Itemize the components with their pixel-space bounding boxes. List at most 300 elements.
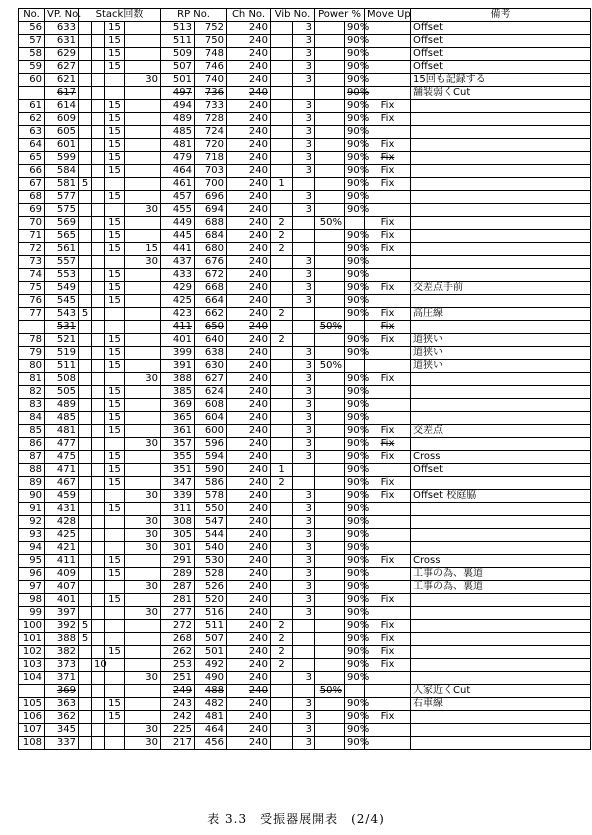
- stack-15: 15: [108, 61, 121, 72]
- vib-3-cell: [293, 230, 315, 243]
- stack-15-cell: [105, 100, 125, 113]
- rp-end: 520: [204, 594, 225, 605]
- power-50-cell: [315, 503, 345, 516]
- power-90: 90%: [347, 100, 370, 111]
- header-move-up: Move Up: [365, 9, 411, 22]
- stack-30-cell: [125, 568, 161, 581]
- power-90-cell: [345, 711, 370, 724]
- power-50-cell: [315, 217, 345, 230]
- rp-start: 425: [172, 295, 192, 306]
- power-90: 90%: [347, 373, 370, 384]
- remarks-cell: [411, 464, 591, 477]
- vp-no: 549: [56, 282, 76, 293]
- power-90: 90%: [347, 698, 370, 709]
- row-no-cell: [19, 256, 45, 269]
- vib-3: 3: [305, 113, 313, 124]
- stack-30-cell: [125, 399, 161, 412]
- stack-10-cell: [92, 581, 105, 594]
- power-90-cell: [345, 724, 370, 737]
- stack-15-cell: [105, 724, 125, 737]
- row-no-cell: [19, 542, 45, 555]
- power-90: 90%: [347, 477, 370, 488]
- table-row: [19, 425, 591, 438]
- stack-5-cell: [79, 152, 92, 165]
- table-row: [19, 74, 591, 87]
- rp-start: 305: [172, 529, 192, 540]
- vib-3: 3: [305, 490, 313, 501]
- power-50-cell: [315, 139, 345, 152]
- vib-3: 3: [305, 191, 313, 202]
- ch-no-cell: [227, 48, 271, 61]
- rp-end-cell: [195, 347, 227, 360]
- row-no-cell: [19, 425, 45, 438]
- stack-5-cell: [79, 659, 92, 672]
- ch-no-cell: [227, 139, 271, 152]
- vp-no: 553: [56, 269, 76, 280]
- vp-no-cell: [45, 555, 79, 568]
- table-row: [19, 620, 591, 633]
- power-90: 90%: [347, 334, 370, 345]
- stack-5-cell: [79, 724, 92, 737]
- rp-end-cell: [195, 737, 227, 750]
- vp-no-cell: [45, 217, 79, 230]
- stack-10-cell: [92, 243, 105, 256]
- row-no-cell: [19, 659, 45, 672]
- ch-no: 240: [248, 373, 269, 384]
- header-stack-count: Stack回数: [79, 9, 161, 22]
- remarks: 交差点: [413, 425, 444, 436]
- rp-start: 485: [172, 126, 192, 137]
- vp-no-cell: [45, 438, 79, 451]
- vp-no-cell: [45, 633, 79, 646]
- power-90: 90%: [347, 269, 370, 280]
- power-50-cell: [315, 113, 345, 126]
- move-up: Fix: [380, 555, 395, 566]
- vib-3-cell: [293, 477, 315, 490]
- stack-15-cell: [105, 529, 125, 542]
- rp-end: 482: [204, 698, 225, 709]
- rp-end-cell: [195, 438, 227, 451]
- vib-3-cell: [293, 685, 315, 698]
- move-up: Fix: [380, 334, 395, 345]
- power-90: 90%: [347, 308, 370, 319]
- rp-start-cell: [161, 555, 195, 568]
- table-row: [19, 204, 591, 217]
- move-up-cell: [365, 503, 411, 516]
- stack-15: 15: [108, 152, 121, 163]
- power-50-cell: [315, 373, 345, 386]
- stack-5-cell: [79, 295, 92, 308]
- vib-1-2-cell: [271, 542, 293, 555]
- power-90: 90%: [347, 516, 370, 527]
- rp-end: 516: [204, 607, 225, 618]
- move-up-cell: [365, 516, 411, 529]
- ch-no-cell: [227, 113, 271, 126]
- stack-15: 15: [108, 48, 121, 59]
- stack-10-cell: [92, 399, 105, 412]
- rp-start: 361: [172, 425, 192, 436]
- remarks-cell: [411, 399, 591, 412]
- remarks-cell: [411, 87, 591, 100]
- stack-10-cell: [92, 230, 105, 243]
- stack-15: 15: [108, 113, 121, 124]
- move-up: Fix: [380, 373, 395, 384]
- remarks-cell: [411, 698, 591, 711]
- ch-no-cell: [227, 685, 271, 698]
- power-50-cell: [315, 334, 345, 347]
- rp-end: 694: [204, 204, 225, 215]
- move-up-cell: [365, 724, 411, 737]
- vp-no: 621: [56, 74, 76, 85]
- power-50-cell: [315, 477, 345, 490]
- vp-no: 631: [56, 35, 76, 46]
- move-up-cell: [365, 204, 411, 217]
- vp-no: 584: [56, 165, 76, 176]
- ch-no-cell: [227, 711, 271, 724]
- rp-end: 600: [204, 425, 225, 436]
- rp-end: 668: [204, 282, 225, 293]
- stack-30: 30: [145, 74, 158, 85]
- stack-10-cell: [92, 555, 105, 568]
- rp-end: 492: [204, 659, 225, 670]
- rp-end-cell: [195, 516, 227, 529]
- rp-end-cell: [195, 425, 227, 438]
- table-row: [19, 178, 591, 191]
- power-50-cell: [315, 347, 345, 360]
- vib-1-2-cell: [271, 113, 293, 126]
- power-50-cell: [315, 308, 345, 321]
- vp-no: 373: [56, 659, 76, 670]
- vib-3: 3: [305, 529, 313, 540]
- vib-1-2-cell: [271, 35, 293, 48]
- vib-3-cell: [293, 425, 315, 438]
- stack-30-cell: [125, 87, 161, 100]
- ch-no: 240: [248, 594, 269, 605]
- vib-3: 3: [305, 139, 313, 150]
- table-row: [19, 399, 591, 412]
- vib-1-2-cell: [271, 139, 293, 152]
- rp-start-cell: [161, 22, 195, 35]
- row-no-cell: [19, 139, 45, 152]
- vp-no-cell: [45, 412, 79, 425]
- ch-no: 240: [248, 74, 269, 85]
- remarks: 工事の為、裏道: [413, 568, 484, 579]
- stack-30: 30: [145, 373, 158, 384]
- row-no-cell: [19, 451, 45, 464]
- rp-start-cell: [161, 607, 195, 620]
- vib-3-cell: [293, 633, 315, 646]
- move-up-cell: [365, 464, 411, 477]
- stack-15: 15: [108, 334, 121, 345]
- stack-10-cell: [92, 334, 105, 347]
- power-50-cell: [315, 451, 345, 464]
- power-50-cell: [315, 646, 345, 659]
- remarks-cell: [411, 48, 591, 61]
- power-90: 90%: [347, 490, 370, 501]
- table-row: [19, 100, 591, 113]
- stack-10-cell: [92, 48, 105, 61]
- stack-30-cell: [125, 438, 161, 451]
- move-up-cell: [365, 477, 411, 490]
- stack-30-cell: [125, 165, 161, 178]
- power-50-cell: [315, 555, 345, 568]
- rp-start-cell: [161, 334, 195, 347]
- stack-30-cell: [125, 685, 161, 698]
- rp-end: 680: [204, 243, 225, 254]
- vib-3: 3: [305, 48, 313, 59]
- row-no: 91: [29, 503, 42, 514]
- power-50-cell: [315, 568, 345, 581]
- header-power: Power %: [315, 9, 365, 22]
- stack-30-cell: [125, 269, 161, 282]
- table-row: [19, 698, 591, 711]
- stack-15-cell: [105, 191, 125, 204]
- stack-15: 15: [108, 243, 121, 254]
- stack-5-cell: [79, 334, 92, 347]
- vib-3-cell: [293, 555, 315, 568]
- vib-3-cell: [293, 256, 315, 269]
- stack-30-cell: [125, 607, 161, 620]
- vib-1-2-cell: [271, 256, 293, 269]
- vib-3-cell: [293, 308, 315, 321]
- remarks-cell: [411, 256, 591, 269]
- ch-no: 240: [248, 607, 269, 618]
- power-90-cell: [345, 295, 370, 308]
- remarks-cell: [411, 269, 591, 282]
- power-90: 90%: [347, 243, 370, 254]
- stack-5-cell: [79, 321, 92, 334]
- stack-5-cell: [79, 737, 92, 750]
- row-no: 87: [29, 451, 42, 462]
- vp-no: 409: [56, 568, 76, 579]
- stack-5-cell: [79, 581, 92, 594]
- rp-start: 437: [172, 256, 192, 267]
- rp-end-cell: [195, 243, 227, 256]
- stack-5-cell: [79, 139, 92, 152]
- vib-3-cell: [293, 126, 315, 139]
- rp-start: 449: [172, 217, 192, 228]
- vp-no-cell: [45, 100, 79, 113]
- vib-3-cell: [293, 503, 315, 516]
- remarks: 工事の為、裏道: [413, 581, 484, 592]
- ch-no-cell: [227, 698, 271, 711]
- stack-30-cell: [125, 113, 161, 126]
- power-90-cell: [345, 282, 370, 295]
- stack-5-cell: [79, 633, 92, 646]
- vib-3-cell: [293, 737, 315, 750]
- rp-start: 509: [172, 48, 192, 59]
- vp-no-cell: [45, 22, 79, 35]
- rp-start-cell: [161, 685, 195, 698]
- rp-start-cell: [161, 477, 195, 490]
- row-no: 58: [29, 48, 42, 59]
- vib-1-2-cell: [271, 477, 293, 490]
- stack-5-cell: [79, 477, 92, 490]
- vp-no-cell: [45, 490, 79, 503]
- power-90: 90%: [347, 464, 370, 475]
- rp-end-cell: [195, 204, 227, 217]
- row-no: 103: [22, 659, 42, 670]
- vp-no-cell: [45, 308, 79, 321]
- stack-15: 15: [108, 711, 121, 722]
- table-caption: 表 3.3 受振器展開表 (2/4): [207, 812, 385, 826]
- vib-1-2: 2: [278, 243, 285, 254]
- ch-no-cell: [227, 35, 271, 48]
- header-rp-no: RP No.: [161, 9, 227, 22]
- power-50-cell: [315, 464, 345, 477]
- remarks: 交差点手前: [413, 282, 464, 293]
- power-50-cell: [315, 178, 345, 191]
- move-up-cell: [365, 230, 411, 243]
- stack-10-cell: [92, 295, 105, 308]
- rp-end-cell: [195, 74, 227, 87]
- vp-no-cell: [45, 152, 79, 165]
- vp-no-cell: [45, 269, 79, 282]
- table-row: [19, 412, 591, 425]
- vib-3-cell: [293, 464, 315, 477]
- stack-10-cell: [92, 737, 105, 750]
- rp-start: 445: [172, 230, 192, 241]
- power-90: 90%: [347, 646, 370, 657]
- stack-30: 30: [145, 737, 158, 748]
- row-no-cell: [19, 74, 45, 87]
- power-90: 90%: [347, 542, 370, 553]
- stack-5: 5: [81, 308, 89, 319]
- remarks: 道狭い: [413, 334, 444, 345]
- stack-15: 15: [108, 386, 121, 397]
- vp-no: 519: [56, 347, 76, 358]
- vib-3: 3: [305, 256, 313, 267]
- stack-15-cell: [105, 464, 125, 477]
- vib-1-2-cell: [271, 438, 293, 451]
- table-row: [19, 269, 591, 282]
- power-90-cell: [345, 659, 370, 672]
- row-no: 83: [29, 399, 42, 410]
- table-row: [19, 724, 591, 737]
- rp-end: 662: [204, 308, 225, 319]
- rp-start-cell: [161, 451, 195, 464]
- stack-5-cell: [79, 373, 92, 386]
- rp-start: 507: [172, 61, 192, 72]
- stack-5: 5: [81, 178, 89, 189]
- table-row: [19, 555, 591, 568]
- remarks-cell: [411, 139, 591, 152]
- rp-end-cell: [195, 698, 227, 711]
- stack-15-cell: [105, 646, 125, 659]
- power-90-cell: [345, 217, 365, 230]
- vib-1-2-cell: [271, 620, 293, 633]
- rp-end-cell: [195, 282, 227, 295]
- stack-30: 30: [145, 204, 158, 215]
- rp-end: 630: [204, 360, 225, 371]
- row-no: 97: [29, 581, 42, 592]
- table-row: [19, 568, 591, 581]
- ch-no: 240: [248, 360, 269, 371]
- stack-15-cell: [105, 256, 125, 269]
- table-row: [19, 672, 591, 685]
- stack-15-cell: [105, 178, 125, 191]
- vp-no-cell: [45, 542, 79, 555]
- rp-end-cell: [195, 620, 227, 633]
- vp-no-cell: [45, 646, 79, 659]
- rp-end: 718: [204, 152, 225, 163]
- stack-10-cell: [92, 22, 105, 35]
- power-90-cell: [345, 620, 370, 633]
- stack-15-cell: [105, 412, 125, 425]
- rp-end-cell: [195, 568, 227, 581]
- vp-no-cell: [45, 295, 79, 308]
- rp-start-cell: [161, 386, 195, 399]
- rp-end-cell: [195, 334, 227, 347]
- rp-start: 355: [172, 451, 192, 462]
- ch-no-cell: [227, 425, 271, 438]
- remarks-cell: [411, 594, 591, 607]
- rp-end-cell: [195, 230, 227, 243]
- rp-start-cell: [161, 373, 195, 386]
- move-up-cell: [365, 425, 411, 438]
- power-50: 50%: [319, 685, 343, 696]
- power-50-cell: [315, 438, 345, 451]
- vp-no: 425: [56, 529, 76, 540]
- power-90-cell: [345, 204, 370, 217]
- stack-15-cell: [105, 360, 125, 373]
- ch-no: 240: [248, 711, 269, 722]
- vib-3-cell: [293, 347, 315, 360]
- move-up: Fix: [380, 633, 395, 644]
- rp-end: 696: [204, 191, 225, 202]
- stack-30-cell: [125, 490, 161, 503]
- table-row: [19, 659, 591, 672]
- vp-no: 337: [56, 737, 76, 748]
- stack-5-cell: [79, 308, 92, 321]
- vib-3-cell: [293, 243, 315, 256]
- power-50-cell: [315, 243, 345, 256]
- vp-no-cell: [45, 698, 79, 711]
- stack-5-cell: [79, 516, 92, 529]
- row-no-cell: [19, 22, 45, 35]
- stack-15-cell: [105, 87, 125, 100]
- rp-start-cell: [161, 152, 195, 165]
- vib-1-2-cell: [271, 425, 293, 438]
- vp-no-cell: [45, 594, 79, 607]
- rp-end-cell: [195, 672, 227, 685]
- rp-start: 272: [172, 620, 192, 631]
- move-up: Fix: [380, 243, 395, 254]
- stack-15-cell: [105, 74, 125, 87]
- power-50-cell: [315, 724, 345, 737]
- vp-no-cell: [45, 659, 79, 672]
- vp-no-cell: [45, 243, 79, 256]
- vib-1-2-cell: [271, 204, 293, 217]
- rp-start: 411: [172, 321, 192, 332]
- power-50-cell: [315, 87, 345, 100]
- power-50-cell: [315, 256, 345, 269]
- power-90-cell: [345, 425, 370, 438]
- stack-30: 15: [145, 243, 158, 254]
- vp-no-cell: [45, 113, 79, 126]
- vib-1-2-cell: [271, 334, 293, 347]
- vib-3-cell: [293, 165, 315, 178]
- vp-no-cell: [45, 373, 79, 386]
- power-50-cell: [315, 191, 345, 204]
- rp-end: 676: [204, 256, 225, 267]
- rp-start: 511: [172, 35, 192, 46]
- rp-start-cell: [161, 347, 195, 360]
- rp-end-cell: [195, 542, 227, 555]
- vib-3: 3: [305, 737, 313, 748]
- vib-3-cell: [293, 178, 315, 191]
- deployment-table: [18, 8, 591, 750]
